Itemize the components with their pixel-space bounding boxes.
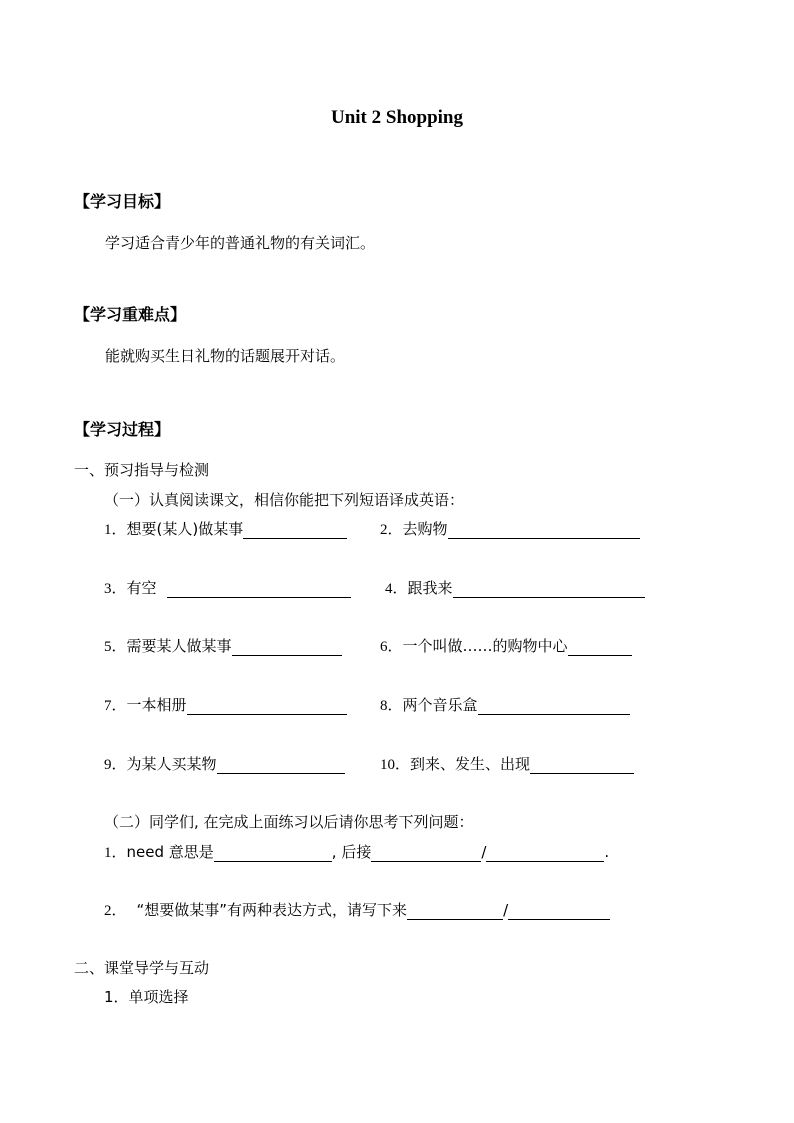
key-points-heading: 【学习重难点】 <box>74 305 187 324</box>
question-text: “想要做某事”有两种表达方式，请写下来 <box>136 901 408 919</box>
item-number: 4． <box>385 581 408 597</box>
slash-separator: / <box>481 843 487 861</box>
item-text: 一本相册 <box>126 696 187 714</box>
list-item <box>380 520 640 539</box>
list-item <box>104 520 347 539</box>
item-number: 1． <box>104 845 127 861</box>
list-item <box>380 755 634 774</box>
item-number: 10． <box>380 757 411 773</box>
item-number: 2． <box>104 903 127 919</box>
item-number: 7． <box>104 698 127 714</box>
key-points-text: 能就购买生日礼物的话题展开对话。 <box>105 347 346 365</box>
list-item <box>104 755 345 774</box>
slash-separator: / <box>503 901 509 919</box>
question-text: need 意思是 <box>126 843 214 861</box>
item-number: 2． <box>380 522 403 538</box>
question-period: . <box>604 843 610 861</box>
item-text: 到来、发生、出现 <box>410 755 531 773</box>
part1-sub1: （一）认真阅读课文，相信你能把下列短语译成英语： <box>104 491 465 509</box>
page-title: Unit 2 Shopping <box>330 107 463 128</box>
item-number: 9． <box>104 757 127 773</box>
list-item <box>104 637 342 656</box>
item-text: 两个音乐盒 <box>402 696 478 714</box>
part1-sub2: （二）同学们, 在完成上面练习以后请你思考下列问题： <box>104 813 474 831</box>
answer-blank[interactable] <box>167 582 351 598</box>
answer-blank[interactable] <box>214 846 332 862</box>
item-number: 8． <box>380 698 403 714</box>
question-text: , 后接 <box>331 843 372 861</box>
item-text: 需要某人做某事 <box>126 637 232 655</box>
item-number: 5． <box>104 639 127 655</box>
item-number: 1． <box>104 522 127 538</box>
answer-blank[interactable] <box>187 699 347 715</box>
answer-blank[interactable] <box>486 846 604 862</box>
answer-blank[interactable] <box>508 904 610 920</box>
item-text: 为某人买某物 <box>126 755 217 773</box>
goals-heading: 【学习目标】 <box>74 192 171 211</box>
list-item <box>380 637 632 656</box>
list-item <box>385 579 645 598</box>
part2-title: 二、课堂导学与互动 <box>74 959 210 977</box>
item-text: 跟我来 <box>407 579 453 597</box>
item-number: 6． <box>380 639 403 655</box>
part1-title: 一、预习指导与检测 <box>74 461 210 479</box>
item-text: 有空 <box>126 579 157 597</box>
answer-blank[interactable] <box>407 904 503 920</box>
item-text: 想要(某人)做某事 <box>126 520 244 538</box>
process-heading: 【学习过程】 <box>74 420 171 439</box>
item-text: 一个叫做……的购物中心 <box>402 637 568 655</box>
answer-blank[interactable] <box>478 699 630 715</box>
list-item <box>380 696 630 715</box>
item-number: 3． <box>104 581 127 597</box>
item-text: 去购物 <box>402 520 448 538</box>
answer-blank[interactable] <box>217 758 345 774</box>
answer-blank[interactable] <box>243 523 347 539</box>
part2-item1: 1．单项选择 <box>104 988 189 1006</box>
question-1 <box>104 843 609 862</box>
answer-blank[interactable] <box>530 758 634 774</box>
answer-blank[interactable] <box>371 846 481 862</box>
question-2 <box>104 901 610 920</box>
answer-blank[interactable] <box>448 523 640 539</box>
answer-blank[interactable] <box>568 640 632 656</box>
list-item <box>104 579 351 598</box>
answer-blank[interactable] <box>232 640 342 656</box>
list-item <box>104 696 347 715</box>
answer-blank[interactable] <box>453 582 645 598</box>
goals-text: 学习适合青少年的普通礼物的有关词汇。 <box>105 234 376 252</box>
